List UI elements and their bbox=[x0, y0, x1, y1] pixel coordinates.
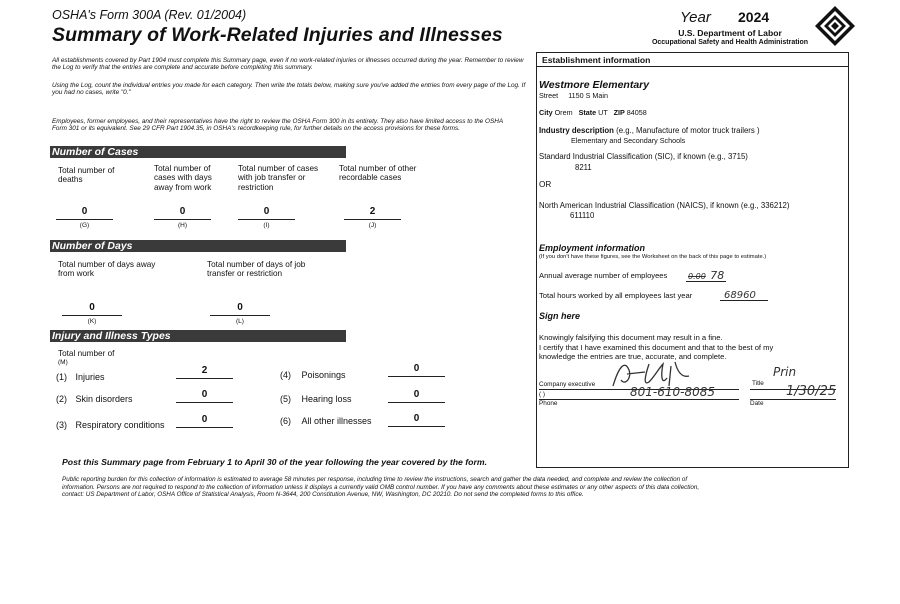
type-poisonings-row bbox=[280, 370, 346, 380]
sign-certification: I certify that I have examined this document and that to the best of my knowledge the entries are true, accurate, and complete. bbox=[539, 343, 774, 361]
form-id-line bbox=[52, 8, 246, 22]
city-value[interactable]: Orem bbox=[554, 108, 573, 117]
phone-label: Phone bbox=[539, 400, 558, 407]
type-skin-value[interactable]: 0 bbox=[176, 389, 233, 403]
cases-transfer-label: Total number of cases with job transfer or restriction bbox=[238, 164, 319, 192]
industry-label: Industry description bbox=[539, 126, 614, 135]
type-hearing-row bbox=[280, 394, 352, 404]
establishment-name[interactable]: Westmore Elementary bbox=[539, 79, 650, 91]
date-value[interactable]: 1/30/25 bbox=[786, 384, 837, 399]
cases-heading bbox=[50, 146, 346, 158]
page-title: Summary of Work-Related Injuries and Illnesses bbox=[52, 24, 503, 46]
phone-line bbox=[539, 399, 739, 400]
days-heading bbox=[50, 240, 346, 252]
sign-heading: Sign here bbox=[539, 311, 581, 321]
avg-employees-field[interactable] bbox=[686, 266, 726, 282]
state-value[interactable]: UT bbox=[598, 108, 608, 117]
zip-label: ZIP bbox=[613, 108, 625, 117]
type-injuries-row bbox=[56, 372, 105, 382]
type-other-value[interactable]: 0 bbox=[388, 413, 445, 427]
naics-value[interactable]: 611110 bbox=[570, 211, 595, 220]
establishment-heading: Establishment information bbox=[537, 53, 848, 67]
phone-prefix: ( ) bbox=[539, 391, 546, 398]
type-label: Hearing loss bbox=[301, 394, 352, 404]
code-l: (L) bbox=[236, 318, 244, 325]
date-label: Date bbox=[750, 400, 764, 407]
industry-value[interactable]: Elementary and Secondary Schools bbox=[571, 136, 686, 145]
type-number: (2) bbox=[56, 394, 67, 404]
cases-deaths-label: Total number of deaths bbox=[58, 166, 115, 185]
avg-employees-value: 78 bbox=[710, 269, 725, 282]
type-number: (5) bbox=[280, 394, 291, 404]
street-value[interactable]: 1150 S Main bbox=[568, 91, 609, 100]
city-label: City bbox=[539, 108, 553, 117]
days-transfer-value[interactable]: 0 bbox=[210, 302, 270, 316]
cases-other-value[interactable]: 2 bbox=[344, 206, 401, 220]
type-label: All other illnesses bbox=[301, 416, 372, 426]
form-id: OSHA's Form 300A bbox=[52, 8, 161, 22]
form-revision: (Rev. 01/2004) bbox=[164, 8, 247, 22]
total-hours-field[interactable] bbox=[720, 285, 768, 301]
type-poisonings-value[interactable]: 0 bbox=[388, 363, 445, 377]
type-number: (3) bbox=[56, 420, 67, 430]
type-number: (6) bbox=[280, 416, 291, 426]
sic-label: Standard Industrial Classification (SIC), if known (e.g., 3715) bbox=[539, 152, 748, 161]
street-label: Street bbox=[539, 91, 559, 100]
industry-hint: (e.g., Manufacture of motor truck trailers ) bbox=[616, 126, 760, 135]
industry-line bbox=[539, 127, 760, 136]
cases-days-away-label: Total number of cases with days away from work bbox=[154, 164, 212, 192]
avg-employees-label: Annual average number of employees bbox=[539, 271, 668, 280]
phone-value[interactable]: 801-610-8085 bbox=[630, 385, 716, 399]
sub-agency-name: Occupational Safety and Health Administration bbox=[651, 39, 809, 46]
intro-paragraph-1: All establishments covered by Part 1904 must complete this Summary page, even if no work-related injuries or illnesses occurred during the year. Remember to review the Log to verify that the entries are complete and accurate before completing this summary. bbox=[52, 57, 524, 72]
type-hearing-value[interactable]: 0 bbox=[388, 389, 445, 403]
employment-heading: Employment information bbox=[539, 243, 646, 253]
type-label: Skin disorders bbox=[75, 394, 133, 404]
type-number: (1) bbox=[56, 372, 67, 382]
type-label: Injuries bbox=[75, 372, 105, 382]
type-label: Poisonings bbox=[301, 370, 346, 380]
osha-diamond-logo-icon bbox=[814, 5, 856, 47]
code-k: (K) bbox=[87, 318, 97, 325]
agency-name: U.S. Department of Labor bbox=[678, 28, 782, 38]
code-j: (J) bbox=[368, 222, 377, 229]
street-line bbox=[539, 92, 608, 101]
types-heading bbox=[50, 330, 346, 342]
sic-value[interactable]: 8211 bbox=[575, 163, 592, 172]
year-label: Year bbox=[680, 9, 711, 26]
days-away-value[interactable]: 0 bbox=[62, 302, 122, 316]
type-skin-row bbox=[56, 394, 133, 404]
employment-note: (If you don't have these figures, see the Worksheet on the back of this page to estimate.) bbox=[539, 254, 767, 260]
state-label: State bbox=[578, 108, 597, 117]
post-notice: Post this Summary page from February 1 to April 30 of the year following the year covered by the form. bbox=[62, 457, 487, 467]
city-line bbox=[539, 109, 647, 118]
title-value[interactable]: Prin bbox=[773, 365, 797, 379]
days-transfer-label: Total number of days of job transfer or restriction bbox=[207, 260, 306, 279]
code-g: (G) bbox=[79, 222, 90, 229]
code-i: (I) bbox=[263, 222, 270, 229]
types-heading-label: Injury and Illness Types bbox=[52, 330, 171, 342]
intro-paragraph-3: Employees, former employees, and their representatives have the right to review the OSHA Form 300 in its entirety. They also have limited access to the OSHA Form 301 or its equivalent. See 29 CFR Part 1904.35, in OSHA's recordkeeping rule, for further details on the access provisions for these forms. bbox=[52, 118, 503, 133]
cases-days-away-value[interactable]: 0 bbox=[154, 206, 211, 220]
types-subheading: Total number of bbox=[58, 349, 115, 358]
total-hours-label: Total hours worked by all employees last year bbox=[539, 291, 693, 300]
zip-value[interactable]: 84058 bbox=[626, 108, 647, 117]
exec-label: Company executive bbox=[539, 381, 596, 388]
burden-statement: Public reporting burden for this collection of information is estimated to average 58 minutes per response, including time to review the instructions, search and gather the data needed, and complete and review the collection of information. Persons are not required to respond to the collection of information unless it displays a currently valid OMB control number. If you have any comments about these estimates or any other aspects of this data collection, contact: US Department of Labor, OSHA Office of Statistical Analysis, Room N-3644, 200 Constitution Avenue, NW, Washington, DC 20210. Do not send the completed forms to this office. bbox=[62, 476, 700, 498]
naics-label: North American Industrial Classification (NAICS), if known (e.g., 336212) bbox=[539, 201, 790, 210]
code-m: (M) bbox=[58, 359, 68, 366]
days-heading-label: Number of Days bbox=[52, 240, 133, 252]
type-respiratory-row bbox=[56, 420, 165, 430]
or-label: OR bbox=[539, 180, 552, 189]
year-value: 2024 bbox=[738, 9, 770, 25]
total-hours-value: 68960 bbox=[724, 290, 756, 301]
avg-employees-struck: 0.00 bbox=[688, 272, 706, 281]
cases-transfer-value[interactable]: 0 bbox=[238, 206, 295, 220]
days-away-label: Total number of days away from work bbox=[58, 260, 156, 279]
cases-heading-label: Number of Cases bbox=[52, 146, 139, 158]
type-respiratory-value[interactable]: 0 bbox=[176, 414, 233, 428]
type-injuries-value[interactable]: 2 bbox=[176, 365, 233, 379]
type-label: Respiratory conditions bbox=[75, 420, 165, 430]
title-label: Title bbox=[752, 380, 764, 387]
type-other-row bbox=[280, 416, 372, 426]
cases-other-label: Total number of other recordable cases bbox=[339, 164, 417, 183]
cases-deaths-value[interactable]: 0 bbox=[56, 206, 113, 220]
sign-warning: Knowingly falsifying this document may result in a fine. bbox=[539, 333, 723, 342]
type-number: (4) bbox=[280, 370, 291, 380]
intro-paragraph-2: Using the Log, count the individual entries you made for each category. Then write the totals below, making sure you've added the entries from every page of the Log. If you had no cases, write "0." bbox=[52, 82, 526, 97]
code-h: (H) bbox=[177, 222, 188, 229]
